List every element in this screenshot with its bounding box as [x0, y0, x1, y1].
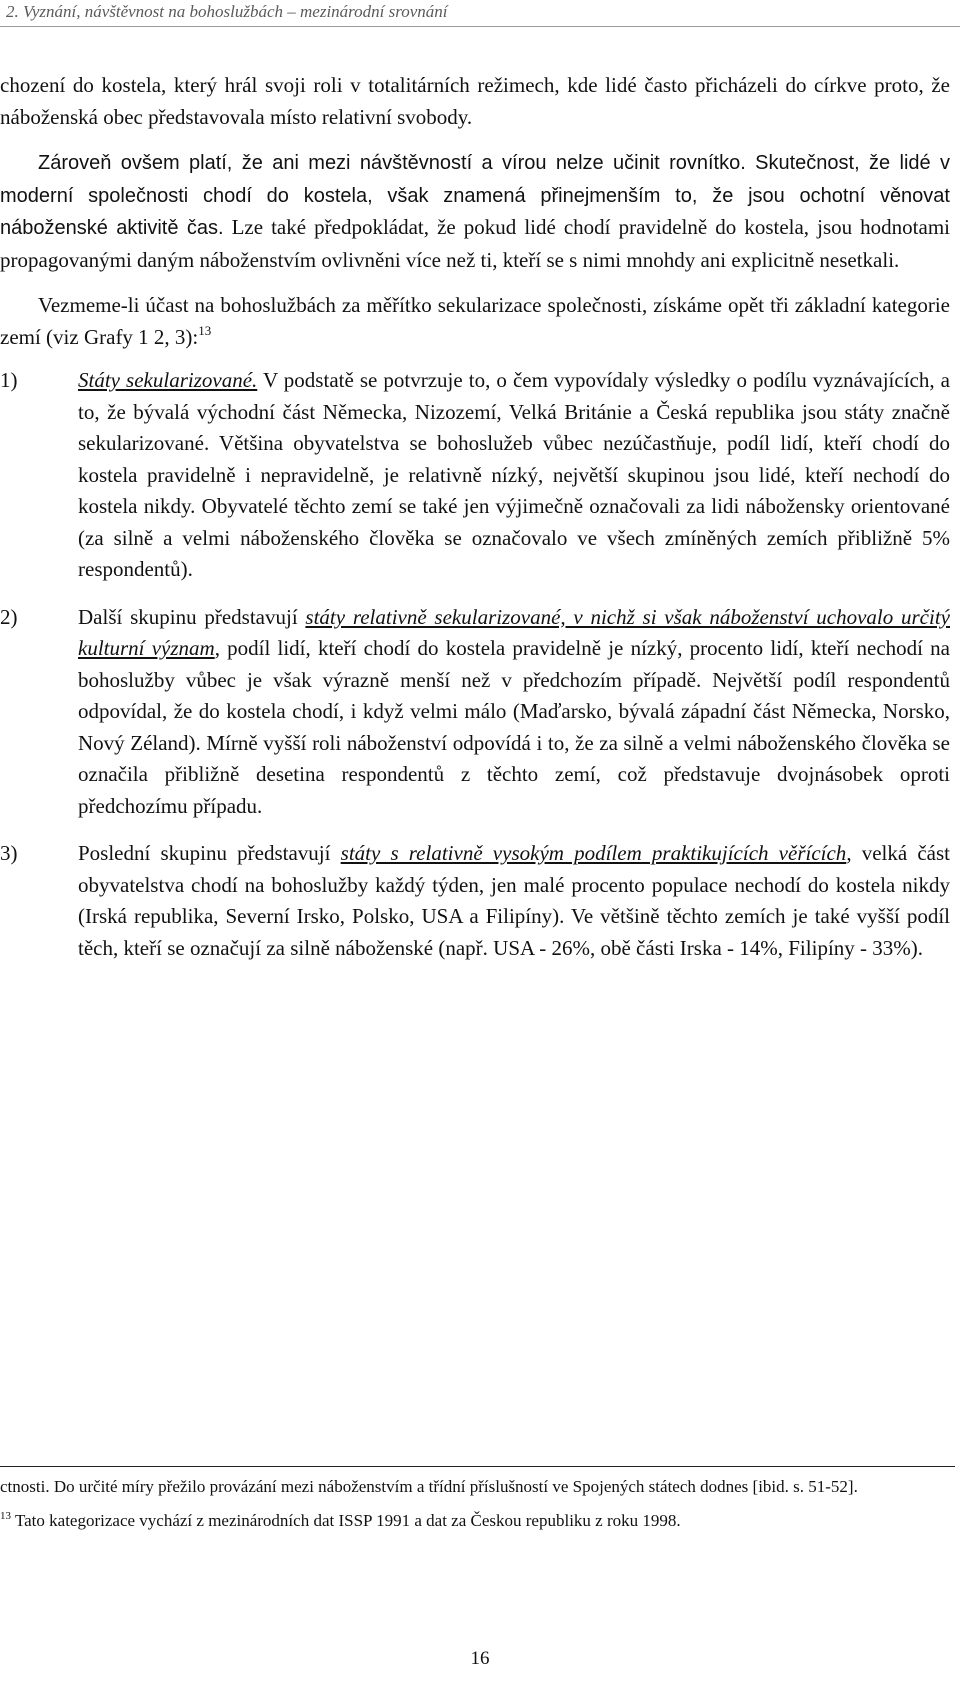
- list-item-before: Další skupinu představují: [78, 604, 306, 629]
- list-item: [0, 365, 950, 586]
- list-item-after: , velká část obyvatelstva chodí na bohoslužby každý týden, jen malé procento populace nechodí do kostela nikdy (Irská republika, Severní Irsko, Polsko, USA a Filipíny). Ve většině těchto zemích je také vyšší podíl těch, kteří se označují za silně náboženské (např. USA - 26%, obě části Irska - 14%, Filipíny - 33%).: [78, 841, 950, 960]
- list-item-category: Státy sekularizované.: [78, 368, 258, 392]
- footnote-ref-13[interactable]: 13: [198, 322, 212, 338]
- footnote-13: [0, 1508, 955, 1534]
- running-header: 2. Vyznání, návštěvnost na bohoslužbách – mezinárodní srovnání: [6, 2, 448, 21]
- paragraph-3: [0, 290, 950, 353]
- footnote-13-marker: 13: [0, 1510, 11, 1522]
- list-item-after: V podstatě se potvrzuje to, o čem vypovídaly výsledky o podílu vyznávajících, a to, že bývalá východní část Německa, Nizozemí, Velká Británie a Česká republika jsou státy značně sekularizované. Většina obyvatelstva se bohoslužeb vůbec nezúčastňuje, podíl lidí, kteří chodí do kostela pravidelně i nepravidelně, je relativně nízký, největší skupinou jsou lidé, kteří nechodí do kostela nikdy. Obyvatelé těchto zemí se také jen výjimečně označovali za lidi nábožensky orientované (za silně a velmi náboženského člověka se označovalo ve všech zmíněných zemích přibližně 5% respondentů).: [78, 368, 950, 581]
- category-list: [0, 365, 950, 964]
- footnote-divider: [0, 1466, 955, 1467]
- list-item-number: 3): [0, 841, 18, 865]
- paragraph-3-text: Vezmeme-li účast na bohoslužbách za měřítko sekularizace společnosti, získáme opět tři základní kategorie zemí (viz Grafy 1 2, 3):: [0, 293, 950, 349]
- paragraph-2-serif-text: Lze také předpokládat, že pokud lidé chodí pravidelně do kostela, jsou hodnotami propagovanými daným náboženstvím ovlivněni více než ti, kteří se s nimi mnohdy ani explicitně nesetkali.: [0, 215, 950, 272]
- list-item: [0, 602, 950, 823]
- footnote-13-text: Tato kategorizace vychází z mezinárodních dat ISSP 1991 a dat za Českou republiku z roku 1998.: [11, 1511, 681, 1530]
- main-text: [0, 70, 950, 980]
- list-item: [0, 838, 950, 964]
- footnote-continued: ctnosti. Do určité míry přežilo provázání mezi náboženstvím a třídní příslušností ve Spojených státech dodnes [ibid. s. 51-52].: [0, 1477, 858, 1496]
- footnotes: [0, 1474, 955, 1534]
- list-item-after: , podíl lidí, kteří chodí do kostela pravidelně je nízký, procento lidí, kteří nechodí na bohoslužby vůbec je však výrazně menší než v předchozím případě. Největší podíl respondentů odpovídal, že do kostela chodí, i když velmi málo (Maďarsko, bývalá západní část Německa, Norsko, Nový Zéland). Mírně vyšší roli náboženství odpovídá i to, že za silně a velmi náboženského člověka se označila přibližně desetina respondentů z těchto zemí, což představuje dvojnásobek oproti předchozímu případu.: [78, 636, 950, 818]
- paragraph-2-sans-text: Zároveň ovšem platí, že ani mezi návštěvností a vírou nelze učinit rovnítko. Skutečnost, že lidé v moderní společnosti chodí do kostela, však znamená přinejmenším to, že jsou ochotní věnovat náboženské aktivitě čas.: [0, 152, 950, 239]
- list-item-category: státy s relativně vysokým podílem praktikujících věřících: [340, 841, 847, 865]
- list-item-before: Poslední skupinu představují: [78, 841, 341, 865]
- page-number: 16: [470, 1648, 490, 1669]
- list-item-number: 2): [0, 604, 18, 629]
- header-divider: [0, 26, 960, 27]
- list-item-number: 1): [0, 368, 18, 392]
- paragraph-2: [0, 147, 950, 276]
- list-item-category: státy relativně sekularizované, v nichž si však náboženství uchovalo určitý kulturní význam: [78, 604, 950, 660]
- paragraph-1: chození do kostela, který hrál svoji roli v totalitárních režimech, kde lidé často přicházeli do církve proto, že náboženská obec představovala místo relativní svobody.: [0, 73, 950, 129]
